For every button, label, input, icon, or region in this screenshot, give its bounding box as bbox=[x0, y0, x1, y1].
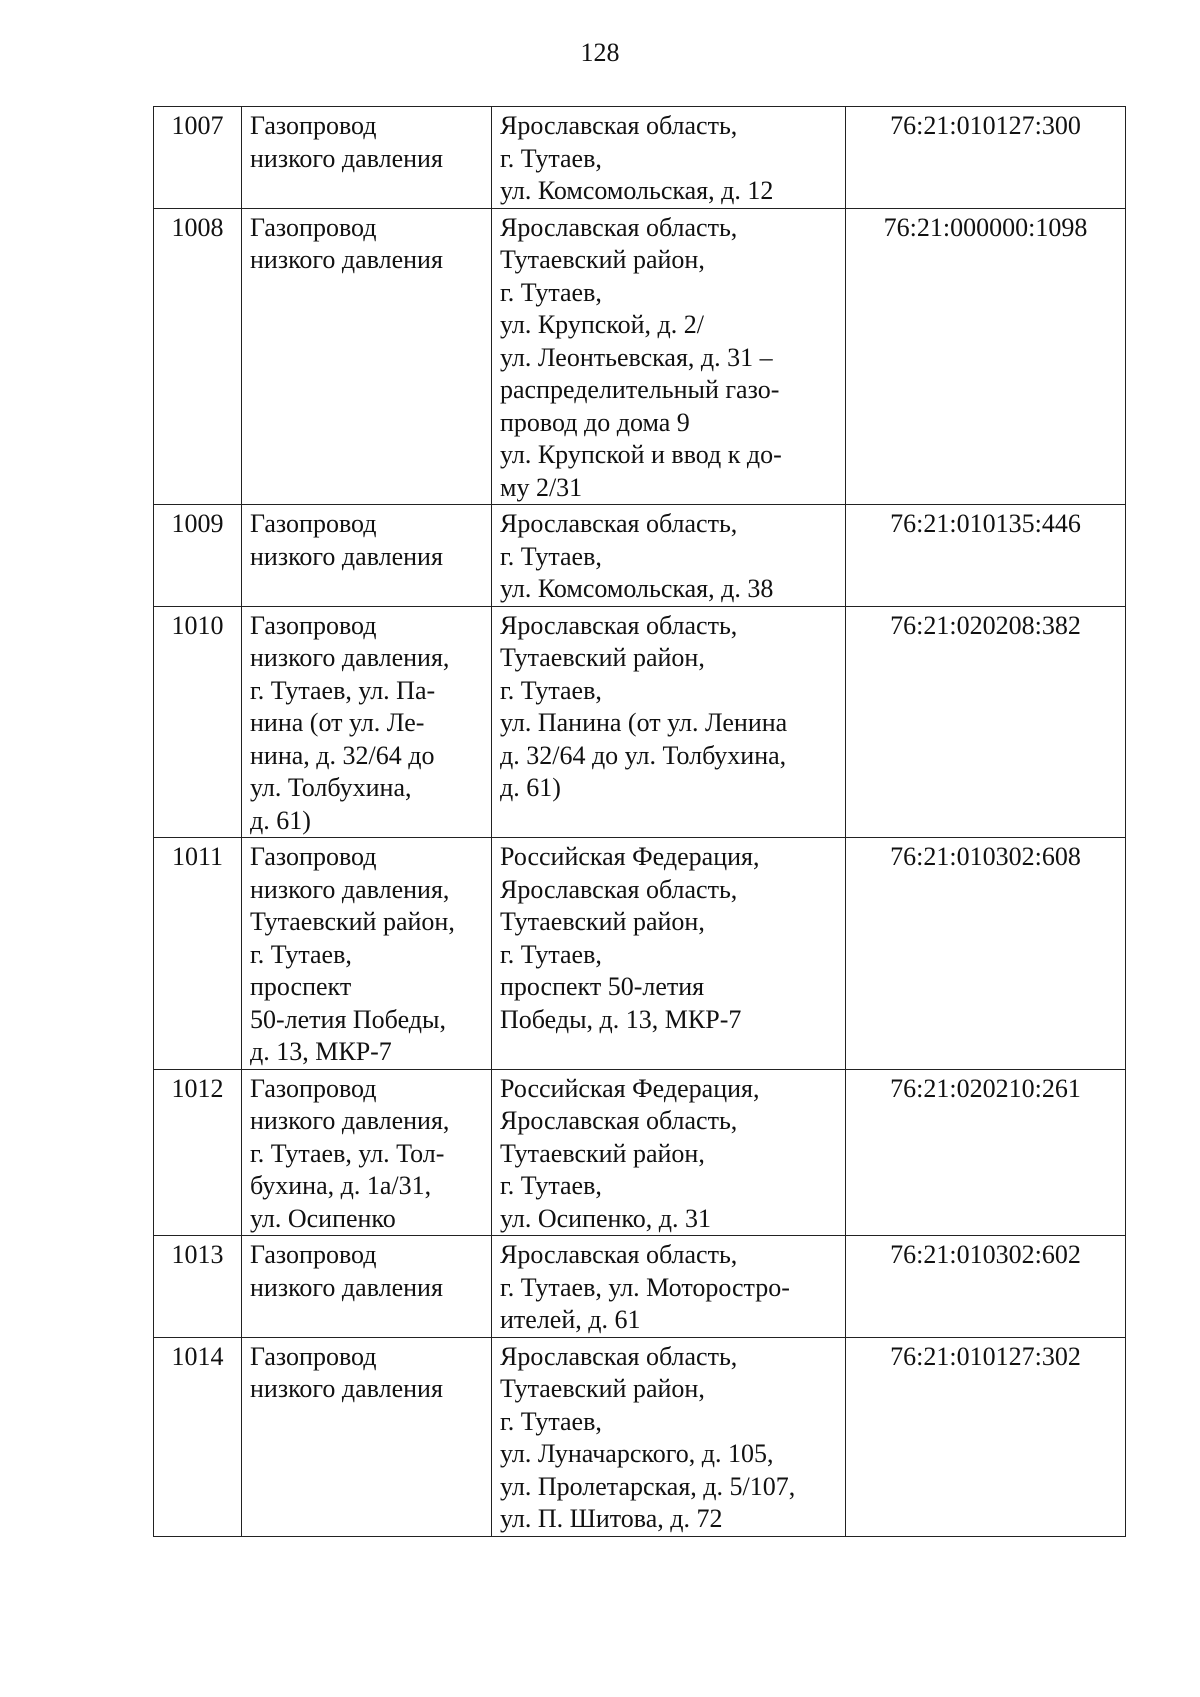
object-address: Ярославская область, Тутаевский район, г. Тутаев, ул. Панина (от ул. Ленина д. 32/64 до ул. Толбухина, д. 61) bbox=[492, 606, 846, 838]
cadastral-number: 76:21:010135:446 bbox=[846, 505, 1126, 607]
object-name: Газопровод низкого давления bbox=[242, 505, 492, 607]
registry-table bbox=[153, 106, 1126, 1537]
object-address: Ярославская область, Тутаевский район, г. Тутаев, ул. Луначарского, д. 105, ул. Пролетарская, д. 5/107, ул. П. Шитова, д. 72 bbox=[492, 1337, 846, 1536]
row-number: 1011 bbox=[154, 838, 242, 1070]
object-address: Ярославская область, Тутаевский район, г. Тутаев, ул. Крупской, д. 2/ ул. Леонтьевская, д. 31 – распределительный газо- провод до дома 9 ул. Крупской и ввод к до- му 2/31 bbox=[492, 208, 846, 505]
table-row bbox=[154, 1337, 1126, 1536]
cadastral-number: 76:21:010302:608 bbox=[846, 838, 1126, 1070]
row-number: 1007 bbox=[154, 107, 242, 209]
object-name: Газопровод низкого давления, г. Тутаев, ул. Па- нина (от ул. Ле- нина, д. 32/64 до ул. Толбухина, д. 61) bbox=[242, 606, 492, 838]
cadastral-number: 76:21:000000:1098 bbox=[846, 208, 1126, 505]
table-row bbox=[154, 1236, 1126, 1338]
row-number: 1008 bbox=[154, 208, 242, 505]
cadastral-number: 76:21:010302:602 bbox=[846, 1236, 1126, 1338]
row-number: 1009 bbox=[154, 505, 242, 607]
table-row bbox=[154, 1069, 1126, 1236]
table-row bbox=[154, 838, 1126, 1070]
object-address: Ярославская область, г. Тутаев, ул. Комсомольская, д. 12 bbox=[492, 107, 846, 209]
cadastral-number: 76:21:010127:302 bbox=[846, 1337, 1126, 1536]
table-row bbox=[154, 107, 1126, 209]
cadastral-number: 76:21:010127:300 bbox=[846, 107, 1126, 209]
row-number: 1013 bbox=[154, 1236, 242, 1338]
object-address: Ярославская область, г. Тутаев, ул. Комсомольская, д. 38 bbox=[492, 505, 846, 607]
cadastral-number: 76:21:020208:382 bbox=[846, 606, 1126, 838]
object-name: Газопровод низкого давления bbox=[242, 1236, 492, 1338]
object-name: Газопровод низкого давления bbox=[242, 208, 492, 505]
object-name: Газопровод низкого давления bbox=[242, 1337, 492, 1536]
object-name: Газопровод низкого давления, г. Тутаев, ул. Тол- бухина, д. 1а/31, ул. Осипенко bbox=[242, 1069, 492, 1236]
row-number: 1014 bbox=[154, 1337, 242, 1536]
table-row bbox=[154, 505, 1126, 607]
page-number: 128 bbox=[580, 38, 620, 67]
object-address: Российская Федерация, Ярославская область, Тутаевский район, г. Тутаев, ул. Осипенко, д. 31 bbox=[492, 1069, 846, 1236]
table-row bbox=[154, 208, 1126, 505]
object-name: Газопровод низкого давления bbox=[242, 107, 492, 209]
object-name: Газопровод низкого давления, Тутаевский район, г. Тутаев, проспект 50-летия Победы, д. 13, МКР-7 bbox=[242, 838, 492, 1070]
table-row bbox=[154, 606, 1126, 838]
cadastral-number: 76:21:020210:261 bbox=[846, 1069, 1126, 1236]
object-address: Ярославская область, г. Тутаев, ул. Моторостро- ителей, д. 61 bbox=[492, 1236, 846, 1338]
row-number: 1010 bbox=[154, 606, 242, 838]
object-address: Российская Федерация, Ярославская область, Тутаевский район, г. Тутаев, проспект 50-летия Победы, д. 13, МКР-7 bbox=[492, 838, 846, 1070]
row-number: 1012 bbox=[154, 1069, 242, 1236]
